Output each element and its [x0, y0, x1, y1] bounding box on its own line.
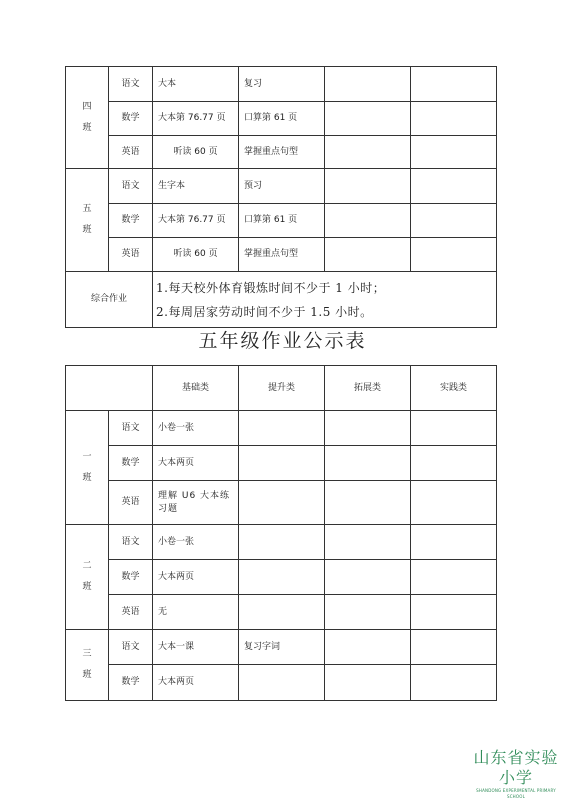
table-row	[66, 102, 497, 136]
basic-cell: 大本两页	[153, 446, 239, 481]
class-name-cell: 五 班	[66, 169, 109, 272]
improve-cell: 口算第 61 页	[239, 102, 325, 136]
header-improve: 提升类	[239, 366, 325, 411]
practice-cell	[411, 595, 497, 630]
header-extend: 拓展类	[325, 366, 411, 411]
practice-cell	[411, 481, 497, 525]
table-row	[66, 238, 497, 272]
header-basic: 基础类	[153, 366, 239, 411]
table-row	[66, 525, 497, 560]
homework-table-continued	[65, 66, 497, 328]
improve-cell	[239, 411, 325, 446]
table-row	[66, 411, 497, 446]
improve-cell: 复习字词	[239, 630, 325, 665]
basic-cell: 大本两页	[153, 560, 239, 595]
class-name-cell: 二 班	[66, 525, 109, 630]
extend-cell	[325, 169, 411, 204]
improve-cell: 掌握重点句型	[239, 136, 325, 169]
basic-cell: 无	[153, 595, 239, 630]
improve-cell	[239, 525, 325, 560]
table-row	[66, 67, 497, 102]
extend-cell	[325, 525, 411, 560]
improve-cell: 口算第 61 页	[239, 204, 325, 238]
practice-cell	[411, 238, 497, 272]
extend-cell	[325, 595, 411, 630]
school-logo	[470, 748, 562, 800]
practice-cell	[411, 665, 497, 701]
practice-cell	[411, 630, 497, 665]
extend-cell	[325, 136, 411, 169]
extend-cell	[325, 665, 411, 701]
extend-cell	[325, 446, 411, 481]
subject-cell: 数学	[109, 102, 153, 136]
subject-cell: 英语	[109, 136, 153, 169]
class-name-cell: 四 班	[66, 67, 109, 169]
extend-cell	[325, 67, 411, 102]
extend-cell	[325, 481, 411, 525]
improve-cell	[239, 446, 325, 481]
practice-cell	[411, 102, 497, 136]
extend-cell	[325, 560, 411, 595]
improve-cell: 复习	[239, 67, 325, 102]
subject-cell: 语文	[109, 169, 153, 204]
comprehensive-label: 综合作业	[66, 272, 153, 328]
table-row	[66, 446, 497, 481]
basic-cell: 听读 60 页	[153, 136, 239, 169]
extend-cell	[325, 102, 411, 136]
practice-cell	[411, 204, 497, 238]
table-row	[66, 595, 497, 630]
table-row	[66, 481, 497, 525]
improve-cell	[239, 481, 325, 525]
homework-table-grade5	[65, 365, 497, 701]
table-row	[66, 560, 497, 595]
subject-cell: 语文	[109, 67, 153, 102]
improve-cell: 掌握重点句型	[239, 238, 325, 272]
comprehensive-content	[153, 272, 497, 328]
basic-cell: 生字本	[153, 169, 239, 204]
school-logo-english: SHANDONG EXPERIMENTAL PRIMARY SCHOOL	[476, 788, 556, 799]
subject-cell: 数学	[109, 204, 153, 238]
basic-cell: 小卷一张	[153, 525, 239, 560]
subject-cell: 语文	[109, 411, 153, 446]
table-row	[66, 630, 497, 665]
subject-cell: 数学	[109, 446, 153, 481]
table-row	[66, 204, 497, 238]
comprehensive-row	[66, 272, 497, 328]
subject-cell: 英语	[109, 595, 153, 630]
subject-cell: 语文	[109, 630, 153, 665]
basic-cell: 大本一课	[153, 630, 239, 665]
class-name-cell: 一 班	[66, 411, 109, 525]
header-blank-cell	[66, 366, 153, 411]
basic-cell: 理解 U6 大本练习题	[153, 481, 239, 525]
class-name-cell: 三 班	[66, 630, 109, 701]
subject-cell: 数学	[109, 665, 153, 701]
subject-cell: 语文	[109, 525, 153, 560]
subject-cell: 数学	[109, 560, 153, 595]
improve-cell	[239, 560, 325, 595]
practice-cell	[411, 446, 497, 481]
basic-cell: 大本两页	[153, 665, 239, 701]
comprehensive-line-1: 1.每天校外体育锻炼时间不少于 1 小时；	[156, 280, 386, 295]
basic-cell: 大本	[153, 67, 239, 102]
school-logo-name: 山东省实验小学	[473, 748, 559, 787]
subject-cell: 英语	[109, 238, 153, 272]
extend-cell	[325, 204, 411, 238]
practice-cell	[411, 136, 497, 169]
practice-cell	[411, 169, 497, 204]
basic-cell: 小卷一张	[153, 411, 239, 446]
improve-cell	[239, 595, 325, 630]
improve-cell	[239, 665, 325, 701]
practice-cell	[411, 67, 497, 102]
extend-cell	[325, 411, 411, 446]
basic-cell: 听读 60 页	[153, 238, 239, 272]
table-row	[66, 665, 497, 701]
page-title: 五年级作业公示表	[198, 330, 367, 352]
practice-cell	[411, 411, 497, 446]
header-row	[66, 366, 497, 411]
subject-cell: 英语	[109, 481, 153, 525]
practice-cell	[411, 560, 497, 595]
header-practice: 实践类	[411, 366, 497, 411]
comprehensive-line-2: 2.每周居家劳动时间不少于 1.5 小时。	[156, 304, 373, 319]
basic-cell: 大本第 76.77 页	[153, 102, 239, 136]
table-row	[66, 169, 497, 204]
table-row	[66, 136, 497, 169]
extend-cell	[325, 238, 411, 272]
practice-cell	[411, 525, 497, 560]
extend-cell	[325, 630, 411, 665]
basic-cell: 大本第 76.77 页	[153, 204, 239, 238]
improve-cell: 预习	[239, 169, 325, 204]
